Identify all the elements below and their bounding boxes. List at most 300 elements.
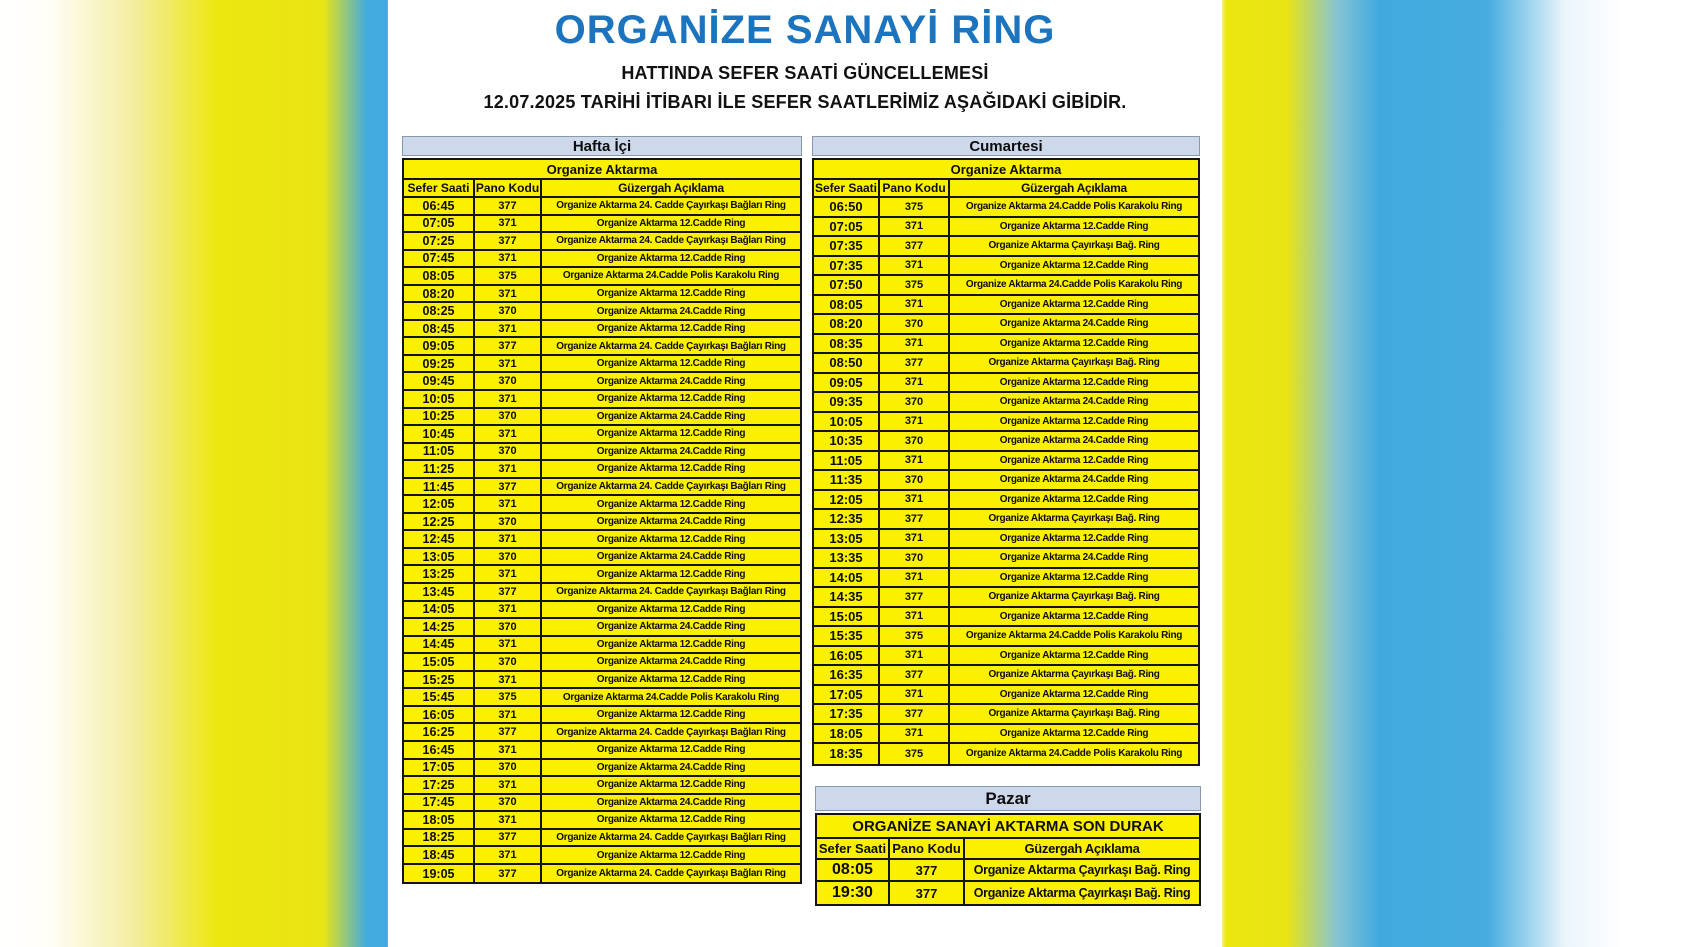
pano-code-cell: 371 <box>475 391 542 407</box>
pano-code-cell: 371 <box>475 426 542 442</box>
table-row <box>404 689 800 707</box>
table-row <box>404 566 800 584</box>
pano-code-cell: 377 <box>475 338 542 354</box>
departure-time-cell: 14:05 <box>814 569 880 587</box>
departure-time-cell: 09:45 <box>404 373 475 389</box>
departure-time-cell: 07:50 <box>814 276 880 294</box>
route-description-cell: Organize Aktarma 12.Cadde Ring <box>999 415 1149 427</box>
pano-code-cell: 370 <box>880 315 950 333</box>
day-header-saturday: Cumartesi <box>812 136 1200 156</box>
departure-time-cell: 08:05 <box>404 268 475 284</box>
table-row <box>814 744 1198 764</box>
poster-title: ORGANİZE SANAYİ RİNG <box>554 8 1056 52</box>
departure-time-cell: 18:45 <box>404 847 475 863</box>
table-row <box>404 795 800 813</box>
pano-code-cell: 371 <box>880 413 950 431</box>
route-description-cell: Organize Aktarma 24.Cadde Ring <box>596 410 746 422</box>
table-row <box>814 530 1198 550</box>
route-description-cell: Organize Aktarma 12.Cadde Ring <box>999 376 1149 388</box>
table-row <box>814 725 1198 745</box>
pano-code-cell: 371 <box>880 569 950 587</box>
route-description-cell: Organize Aktarma 12.Cadde Ring <box>596 638 746 650</box>
departure-time-cell: 12:35 <box>814 510 880 528</box>
table-row <box>814 471 1198 491</box>
pano-code-cell: 371 <box>475 461 542 477</box>
table-row <box>404 461 800 479</box>
table-row <box>404 830 800 848</box>
table-row <box>404 724 800 742</box>
pano-code-cell: 371 <box>880 725 950 743</box>
departure-time-cell: 10:45 <box>404 426 475 442</box>
column-header: Sefer Saati <box>817 839 890 858</box>
table-row <box>814 608 1198 628</box>
departure-time-cell: 13:05 <box>404 549 475 565</box>
table-row <box>404 654 800 672</box>
pano-code-cell: 371 <box>880 296 950 314</box>
poster-subtitle-line1: HATTINDA SEFER SAATİ GÜNCELLEMESİ <box>621 63 989 83</box>
pano-code-cell: 371 <box>475 672 542 688</box>
route-description-cell: Organize Aktarma 12.Cadde Ring <box>596 674 746 686</box>
route-description-cell: Organize Aktarma 12.Cadde Ring <box>596 217 746 229</box>
departure-time-cell: 17:05 <box>814 686 880 704</box>
table-row <box>404 338 800 356</box>
weekday-table-body <box>402 158 802 884</box>
route-description-cell: Organize Aktarma Çayırkaşı Bağ. Ring <box>988 240 1160 252</box>
route-description-cell: Organize Aktarma 24.Cadde Ring <box>999 396 1149 408</box>
departure-time-cell: 07:35 <box>814 257 880 275</box>
departure-time-cell: 08:35 <box>814 335 880 353</box>
route-description-cell: Organize Aktarma Çayırkaşı Bağ. Ring <box>988 591 1160 603</box>
departure-time-cell: 12:05 <box>404 496 475 512</box>
table-row <box>404 865 800 883</box>
route-description-cell: Organize Aktarma 12.Cadde Ring <box>596 463 746 475</box>
departure-time-cell: 07:25 <box>404 233 475 249</box>
route-description-cell: Organize Aktarma 24.Cadde Polis Karakolu Ring <box>965 201 1183 213</box>
route-description-cell: Organize Aktarma 12.Cadde Ring <box>596 288 746 299</box>
route-description-cell: Organize Aktarma 24. Cadde Çayırkaşı Bağları Ring <box>556 200 786 212</box>
pano-code-cell: 371 <box>475 742 542 758</box>
table-row <box>404 303 800 321</box>
table-row <box>814 393 1198 413</box>
pano-code-cell: 371 <box>475 812 542 828</box>
departure-time-cell: 06:45 <box>404 198 475 214</box>
table-row <box>404 760 800 778</box>
pano-code-cell: 377 <box>475 198 542 214</box>
pano-code-cell: 375 <box>880 276 950 294</box>
route-description-cell: Organize Aktarma 12.Cadde Ring <box>596 428 746 440</box>
route-description-cell: Organize Aktarma 24. Cadde Çayırkaşı Bağları Ring <box>556 481 786 493</box>
route-description-cell: Organize Aktarma Çayırkaşı Bağ. Ring <box>988 669 1160 681</box>
pano-code-cell: 371 <box>880 491 950 509</box>
route-description-cell: Organize Aktarma 12.Cadde Ring <box>596 709 746 721</box>
departure-time-cell: 15:05 <box>404 654 475 670</box>
route-description-cell: Organize Aktarma 12.Cadde Ring <box>999 649 1149 661</box>
pano-code-cell: 371 <box>475 251 542 267</box>
pano-code-cell: 377 <box>880 666 950 684</box>
pano-code-cell: 375 <box>475 689 542 705</box>
departure-time-cell: 16:05 <box>404 707 475 723</box>
pano-code-cell: 377 <box>475 724 542 740</box>
pano-code-cell: 371 <box>880 647 950 665</box>
pano-code-cell: 371 <box>475 496 542 512</box>
table-row <box>814 647 1198 667</box>
pano-code-cell: 371 <box>475 566 542 582</box>
route-description-cell: Organize Aktarma 12.Cadde Ring <box>596 744 746 756</box>
departure-time-cell: 06:50 <box>814 198 880 216</box>
table-row <box>404 426 800 444</box>
pano-code-cell: 377 <box>475 584 542 600</box>
route-description-cell: Organize Aktarma 12.Cadde Ring <box>596 533 746 545</box>
route-description-cell: Organize Aktarma Çayırkaşı Bağ. Ring <box>988 513 1160 525</box>
route-description-cell: Organize Aktarma 12.Cadde Ring <box>596 568 746 580</box>
pano-code-cell: 371 <box>475 531 542 547</box>
departure-time-cell: 11:35 <box>814 471 880 489</box>
route-description-cell: Organize Aktarma 12.Cadde Ring <box>596 323 746 335</box>
pano-code-cell: 371 <box>880 686 950 704</box>
pano-code-cell: 371 <box>475 707 542 723</box>
table-row <box>404 549 800 567</box>
pano-code-cell: 375 <box>880 198 950 216</box>
day-header-weekday: Hafta İçi <box>402 136 802 156</box>
table-rows <box>817 860 1199 904</box>
departure-time-cell: 11:45 <box>404 479 475 495</box>
departure-time-cell: 18:05 <box>814 725 880 743</box>
route-description-cell: Organize Aktarma Çayırkaşı Bağ. Ring <box>988 357 1160 369</box>
route-description-cell: Organize Aktarma 24. Cadde Çayırkaşı Bağları Ring <box>556 340 786 352</box>
table-row <box>404 373 800 391</box>
table-row <box>404 444 800 462</box>
route-description-cell: Organize Aktarma 24.Cadde Ring <box>596 445 746 457</box>
pano-code-cell: 375 <box>880 627 950 645</box>
pano-code-cell: 371 <box>475 777 542 793</box>
table-row <box>814 218 1198 238</box>
table-row <box>814 257 1198 277</box>
route-description-cell: Organize Aktarma 24. Cadde Çayırkaşı Bağları Ring <box>556 726 786 738</box>
pano-code-cell: 375 <box>880 744 950 764</box>
table-row <box>404 409 800 427</box>
departure-time-cell: 15:35 <box>814 627 880 645</box>
pano-code-cell: 371 <box>880 257 950 275</box>
departure-time-cell: 08:20 <box>404 286 475 302</box>
pano-code-cell: 370 <box>880 471 950 489</box>
departure-time-cell: 14:05 <box>404 602 475 618</box>
table-row <box>404 777 800 795</box>
pano-code-cell: 370 <box>475 619 542 635</box>
pano-code-cell: 377 <box>475 233 542 249</box>
table-row <box>814 315 1198 335</box>
departure-time-cell: 17:45 <box>404 795 475 811</box>
column-header-row <box>814 180 1198 198</box>
table-row <box>404 251 800 269</box>
route-description-cell: Organize Aktarma 12.Cadde Ring <box>999 493 1149 505</box>
table-row <box>404 198 800 216</box>
route-description-cell: Organize Aktarma 24.Cadde Ring <box>596 305 746 317</box>
pano-code-cell: 377 <box>880 705 950 723</box>
route-description-cell: Organize Aktarma 12.Cadde Ring <box>596 603 746 615</box>
route-description-cell: Organize Aktarma 24.Cadde Polis Karakolu Ring <box>562 270 780 282</box>
column-header: Pano Kodu <box>475 180 542 196</box>
route-description-cell: Organize Aktarma 24.Cadde Polis Karakolu Ring <box>965 630 1183 642</box>
departure-time-cell: 07:45 <box>404 251 475 267</box>
pano-code-cell: 375 <box>475 268 542 284</box>
pano-code-cell: 371 <box>475 356 542 372</box>
departure-time-cell: 09:35 <box>814 393 880 411</box>
table-row <box>814 705 1198 725</box>
pano-code-cell: 371 <box>475 637 542 653</box>
departure-time-cell: 19:30 <box>817 882 890 904</box>
route-description-cell: Organize Aktarma 12.Cadde Ring <box>999 571 1149 583</box>
departure-time-cell: 13:25 <box>404 566 475 582</box>
table-row <box>817 882 1199 904</box>
pano-code-cell: 371 <box>880 218 950 236</box>
weekday-schedule-table <box>402 136 802 884</box>
route-description-cell: Organize Aktarma 12.Cadde Ring <box>596 358 746 370</box>
table-row <box>404 742 800 760</box>
pano-code-cell: 377 <box>475 865 542 883</box>
departure-time-cell: 08:50 <box>814 354 880 372</box>
pano-code-cell: 371 <box>880 608 950 626</box>
pano-code-cell: 370 <box>475 514 542 530</box>
route-description-cell: Organize Aktarma 12.Cadde Ring <box>999 727 1149 739</box>
pano-code-cell: 377 <box>880 510 950 528</box>
table-subheader: Organize Aktarma <box>404 160 800 180</box>
route-description-cell: Organize Aktarma 24. Cadde Çayırkaşı Bağları Ring <box>556 831 786 843</box>
column-header: Güzergah Açıklama <box>618 181 724 195</box>
departure-time-cell: 08:45 <box>404 321 475 337</box>
route-description-cell: Organize Aktarma Çayırkaşı Bağ. Ring <box>973 863 1191 877</box>
departure-time-cell: 12:25 <box>404 514 475 530</box>
route-description-cell: Organize Aktarma 24.Cadde Ring <box>999 318 1149 330</box>
saturday-schedule-table <box>812 136 1200 766</box>
departure-time-cell: 17:35 <box>814 705 880 723</box>
table-row <box>814 569 1198 589</box>
table-rows <box>814 198 1198 764</box>
departure-time-cell: 19:05 <box>404 865 475 883</box>
departure-time-cell: 18:25 <box>404 830 475 846</box>
departure-time-cell: 12:05 <box>814 491 880 509</box>
table-row <box>814 237 1198 257</box>
route-description-cell: Organize Aktarma 24.Cadde Ring <box>596 761 746 773</box>
departure-time-cell: 18:05 <box>404 812 475 828</box>
departure-time-cell: 10:05 <box>814 413 880 431</box>
route-description-cell: Organize Aktarma 12.Cadde Ring <box>999 688 1149 700</box>
column-header-row <box>817 839 1199 860</box>
route-description-cell: Organize Aktarma 12.Cadde Ring <box>999 220 1149 232</box>
pano-code-cell: 377 <box>475 479 542 495</box>
pano-code-cell: 371 <box>880 452 950 470</box>
route-description-cell: Organize Aktarma 12.Cadde Ring <box>596 252 746 264</box>
table-row <box>814 510 1198 530</box>
route-description-cell: Organize Aktarma 12.Cadde Ring <box>596 779 746 791</box>
route-description-cell: Organize Aktarma 12.Cadde Ring <box>999 259 1149 271</box>
route-description-cell: Organize Aktarma 24.Cadde Ring <box>596 621 746 633</box>
route-description-cell: Organize Aktarma 12.Cadde Ring <box>999 454 1149 466</box>
table-row <box>817 860 1199 882</box>
departure-time-cell: 14:45 <box>404 637 475 653</box>
table-row <box>404 672 800 690</box>
route-description-cell: Organize Aktarma 24. Cadde Çayırkaşı Bağları Ring <box>556 868 786 880</box>
pano-code-cell: 370 <box>475 409 542 425</box>
departure-time-cell: 17:25 <box>404 777 475 793</box>
table-row <box>814 491 1198 511</box>
table-row <box>404 707 800 725</box>
route-description-cell: Organize Aktarma 24.Cadde Ring <box>999 435 1149 447</box>
poster-subtitle-line2: 12.07.2025 TARİHİ İTİBARI İLE SEFER SAATLERİMİZ AŞAĞIDAKİ GİBİDİR. <box>483 92 1127 112</box>
pano-code-cell: 370 <box>880 393 950 411</box>
column-header: Pano Kodu <box>880 180 950 196</box>
table-row <box>404 602 800 620</box>
departure-time-cell: 18:35 <box>814 744 880 764</box>
departure-time-cell: 10:35 <box>814 432 880 450</box>
schedule-poster <box>388 0 1222 947</box>
pano-code-cell: 371 <box>475 847 542 863</box>
departure-time-cell: 11:25 <box>404 461 475 477</box>
pano-code-cell: 370 <box>880 432 950 450</box>
pano-code-cell: 371 <box>475 286 542 302</box>
departure-time-cell: 10:05 <box>404 391 475 407</box>
route-description-cell: Organize Aktarma 24.Cadde Ring <box>596 551 746 563</box>
departure-time-cell: 09:05 <box>814 374 880 392</box>
table-row <box>814 452 1198 472</box>
route-description-cell: Organize Aktarma 12.Cadde Ring <box>596 393 746 405</box>
route-description-cell: Organize Aktarma Çayırkaşı Bağ. Ring <box>988 708 1160 720</box>
route-description-cell: Organize Aktarma 24.Cadde Ring <box>999 552 1149 564</box>
pano-code-cell: 371 <box>475 602 542 618</box>
pano-code-cell: 370 <box>475 654 542 670</box>
pano-code-cell: 377 <box>890 860 965 880</box>
table-subheader: ORGANİZE SANAYİ AKTARMA SON DURAK <box>817 815 1199 839</box>
departure-time-cell: 17:05 <box>404 760 475 776</box>
departure-time-cell: 08:05 <box>814 296 880 314</box>
table-row <box>404 321 800 339</box>
table-row <box>404 619 800 637</box>
pano-code-cell: 370 <box>475 444 542 460</box>
departure-time-cell: 12:45 <box>404 531 475 547</box>
departure-time-cell: 15:25 <box>404 672 475 688</box>
day-header-sunday: Pazar <box>815 786 1201 811</box>
route-description-cell: Organize Aktarma 24. Cadde Çayırkaşı Bağları Ring <box>556 235 786 247</box>
pano-code-cell: 371 <box>880 335 950 353</box>
table-row <box>814 296 1198 316</box>
route-description-cell: Organize Aktarma 24.Cadde Ring <box>596 656 746 668</box>
departure-time-cell: 16:35 <box>814 666 880 684</box>
table-row <box>404 637 800 655</box>
table-row <box>404 479 800 497</box>
table-row <box>814 354 1198 374</box>
departure-time-cell: 16:45 <box>404 742 475 758</box>
route-description-cell: Organize Aktarma 24.Cadde Polis Karakolu Ring <box>965 748 1183 760</box>
pano-code-cell: 370 <box>880 549 950 567</box>
pano-code-cell: 370 <box>475 373 542 389</box>
route-description-cell: Organize Aktarma 24.Cadde Ring <box>596 375 746 387</box>
column-header: Pano Kodu <box>890 839 965 858</box>
saturday-table-body <box>812 158 1200 766</box>
table-row <box>814 374 1198 394</box>
pano-code-cell: 371 <box>880 374 950 392</box>
sunday-table-body <box>815 813 1201 906</box>
pano-code-cell: 377 <box>880 588 950 606</box>
pano-code-cell: 370 <box>475 760 542 776</box>
table-row <box>814 686 1198 706</box>
table-row <box>404 847 800 865</box>
column-header-row <box>404 180 800 198</box>
departure-time-cell: 15:45 <box>404 689 475 705</box>
route-description-cell: Organize Aktarma 12.Cadde Ring <box>999 298 1149 310</box>
table-row <box>404 216 800 234</box>
route-description-cell: Organize Aktarma 24.Cadde Polis Karakolu Ring <box>965 279 1183 291</box>
table-row <box>404 233 800 251</box>
departure-time-cell: 13:35 <box>814 549 880 567</box>
pano-code-cell: 370 <box>475 549 542 565</box>
table-row <box>814 627 1198 647</box>
departure-time-cell: 13:45 <box>404 584 475 600</box>
sunday-schedule-table <box>815 786 1201 906</box>
departure-time-cell: 10:25 <box>404 409 475 425</box>
departure-time-cell: 07:35 <box>814 237 880 255</box>
departure-time-cell: 07:05 <box>814 218 880 236</box>
departure-time-cell: 15:05 <box>814 608 880 626</box>
route-description-cell: Organize Aktarma 24.Cadde Ring <box>596 516 746 528</box>
column-header: Sefer Saati <box>814 180 880 196</box>
route-description-cell: Organize Aktarma 12.Cadde Ring <box>999 532 1149 544</box>
table-row <box>814 413 1198 433</box>
table-subheader: Organize Aktarma <box>814 160 1198 180</box>
route-description-cell: Organize Aktarma 12.Cadde Ring <box>596 498 746 510</box>
table-row <box>404 268 800 286</box>
departure-time-cell: 08:05 <box>817 860 890 880</box>
table-rows <box>404 198 800 882</box>
route-description-cell: Organize Aktarma 24. Cadde Çayırkaşı Bağları Ring <box>556 586 786 598</box>
route-description-cell: Organize Aktarma Çayırkaşı Bağ. Ring <box>973 886 1191 900</box>
departure-time-cell: 11:05 <box>404 444 475 460</box>
departure-time-cell: 11:05 <box>814 452 880 470</box>
table-row <box>814 198 1198 218</box>
route-description-cell: Organize Aktarma 12.Cadde Ring <box>999 610 1149 622</box>
route-description-cell: Organize Aktarma 12.Cadde Ring <box>596 814 746 826</box>
pano-code-cell: 371 <box>475 321 542 337</box>
table-row <box>404 356 800 374</box>
route-description-cell: Organize Aktarma 12.Cadde Ring <box>999 337 1149 349</box>
departure-time-cell: 09:25 <box>404 356 475 372</box>
pano-code-cell: 377 <box>890 882 965 904</box>
departure-time-cell: 16:25 <box>404 724 475 740</box>
departure-time-cell: 13:05 <box>814 530 880 548</box>
table-row <box>404 286 800 304</box>
table-row <box>814 588 1198 608</box>
table-row <box>814 432 1198 452</box>
column-header: Sefer Saati <box>404 180 475 196</box>
pano-code-cell: 377 <box>880 354 950 372</box>
departure-time-cell: 08:25 <box>404 303 475 319</box>
column-header: Güzergah Açıklama <box>1021 181 1127 195</box>
departure-time-cell: 16:05 <box>814 647 880 665</box>
column-header: Güzergah Açıklama <box>1024 841 1140 856</box>
table-row <box>404 514 800 532</box>
table-row <box>404 391 800 409</box>
table-row <box>404 584 800 602</box>
pano-code-cell: 370 <box>475 303 542 319</box>
table-row <box>404 496 800 514</box>
route-description-cell: Organize Aktarma 24.Cadde Polis Karakolu Ring <box>562 691 780 703</box>
table-row <box>404 812 800 830</box>
pano-code-cell: 377 <box>475 830 542 846</box>
pano-code-cell: 370 <box>475 795 542 811</box>
table-row <box>814 666 1198 686</box>
departure-time-cell: 09:05 <box>404 338 475 354</box>
route-description-cell: Organize Aktarma 24.Cadde Ring <box>596 796 746 808</box>
pano-code-cell: 371 <box>475 216 542 232</box>
table-row <box>404 531 800 549</box>
